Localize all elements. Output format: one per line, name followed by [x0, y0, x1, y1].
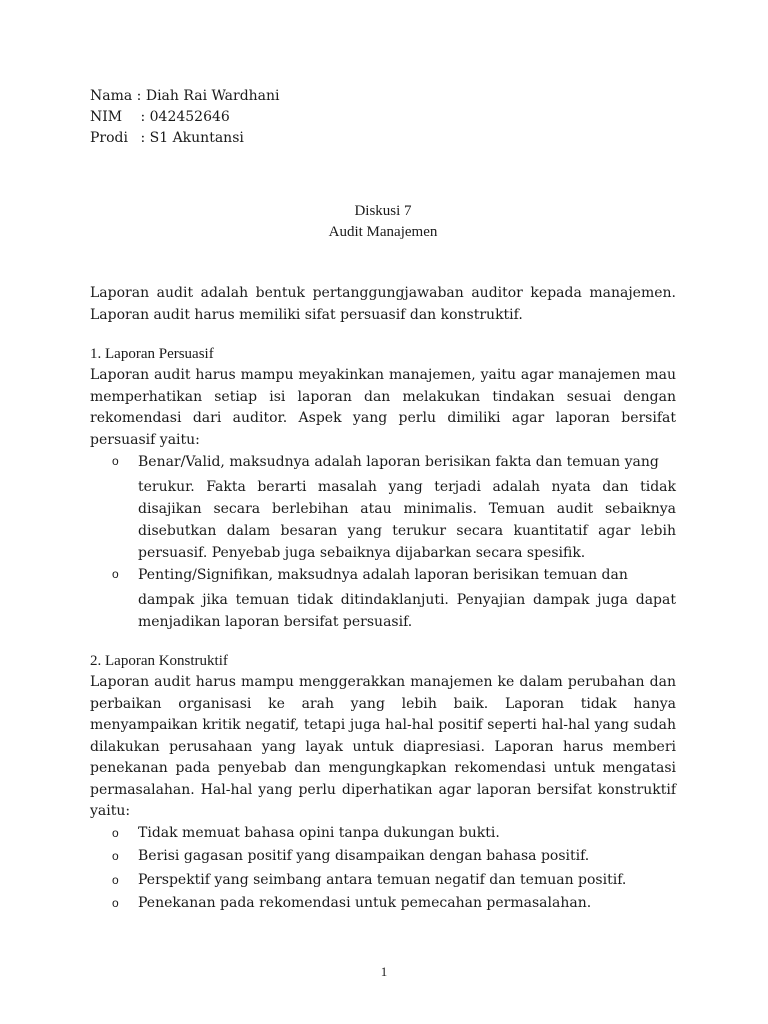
list-item-text-rest: terukur. Fakta berarti masalah yang terjadi adalah nyata dan tidak disajikan secara berlebihan atau minimalis. Temuan audit sebaiknya disebutkan dalam besaran yang terukur secara kuantitatif agar lebih persuasif. Penyebab juga sebaiknya dijabarkan secara spesifik.	[138, 479, 676, 561]
list-item	[90, 451, 676, 564]
intro-paragraph: Laporan audit adalah bentuk pertanggungjawaban auditor kepada manajemen. Laporan audit harus memiliki sifat persuasif dan konstruktif.	[90, 285, 676, 323]
prodi-row	[90, 128, 676, 149]
prodi-value: S1 Akuntansi	[149, 130, 244, 146]
section1-paragraph: Laporan audit harus mampu meyakinkan manajemen, yaitu agar manajemen mau memperhatikan setiap isi laporan dan melakukan tindakan sesuai dengan rekomendasi dari auditor. Aspek yang perlu dimiliki agar laporan bersifat persuasif yaitu:	[90, 367, 676, 448]
nim-label: NIM	[90, 109, 123, 125]
name-value: Diah Rai Wardhani	[145, 88, 280, 104]
list-item-text: Berisi gagasan positif yang disampaikan dengan bahasa positif.	[138, 848, 590, 864]
name-row	[90, 86, 676, 107]
section2-heading: 2. Laporan Konstruktif	[90, 653, 228, 669]
nim-sep: :	[140, 109, 150, 125]
list-item	[90, 870, 676, 892]
list-item-text: Tidak memuat bahasa opini tanpa dukungan bukti.	[138, 824, 500, 841]
list-item-text-first: Benar/Valid, maksudnya adalah laporan berisikan fakta dan temuan yang	[138, 454, 659, 470]
student-info	[90, 86, 676, 149]
section2-list	[90, 823, 676, 915]
nim-row	[90, 107, 676, 128]
doc-title-line1: Diskusi 7	[354, 203, 412, 219]
document-page	[90, 86, 676, 917]
list-item	[90, 846, 676, 868]
list-item-text-rest: dampak jika temuan tidak ditindaklanjuti. Penyajian dampak juga dapat menjadikan laporan bersifat persuasif.	[138, 592, 676, 630]
bullet-icon: o	[112, 872, 119, 887]
list-item	[90, 893, 676, 915]
list-item-text: Perspektif yang seimbang antara temuan negatif dan temuan positif.	[138, 871, 627, 888]
list-item	[90, 823, 676, 845]
prodi-label: Prodi	[90, 130, 128, 146]
doc-title-line2: Audit Manajemen	[328, 224, 438, 240]
nim-value: 042452646	[149, 109, 230, 125]
bullet-icon: o	[112, 567, 119, 581]
list-item-text: Penekanan pada rekomendasi untuk pemecahan permasalahan.	[138, 895, 592, 911]
bullet-icon: o	[112, 825, 119, 840]
prodi-sep: :	[140, 130, 150, 146]
list-item	[90, 564, 676, 633]
bullet-icon: o	[112, 454, 119, 468]
page-number: 1	[380, 964, 388, 979]
section1-heading: 1. Laporan Persuasif	[90, 346, 214, 362]
bullet-icon: o	[112, 896, 119, 910]
section1-list	[90, 451, 676, 633]
section2-paragraph: Laporan audit harus mampu menggerakkan manajemen ke dalam perubahan dan perbaikan organisasi ke arah yang lebih baik. Laporan tidak hanya menyampaikan kritik negatif, tetapi juga hal-hal positif seperti hal-hal yang sudah dilakukan perusahaan yang layak untuk diapresiasi. Laporan harus memberi penekanan pada penyebab dan mengungkapkan rekomendasi untuk mengatasi permasalahan. Hal-hal yang perlu diperhatikan agar laporan bersifat konstruktif yaitu:	[90, 674, 676, 819]
bullet-icon: o	[112, 849, 119, 863]
name-label: Nama	[90, 88, 137, 104]
name-sep: :	[136, 88, 146, 104]
list-item-text-first: Penting/Signifikan, maksudnya adalah laporan berisikan temuan dan	[138, 567, 628, 583]
